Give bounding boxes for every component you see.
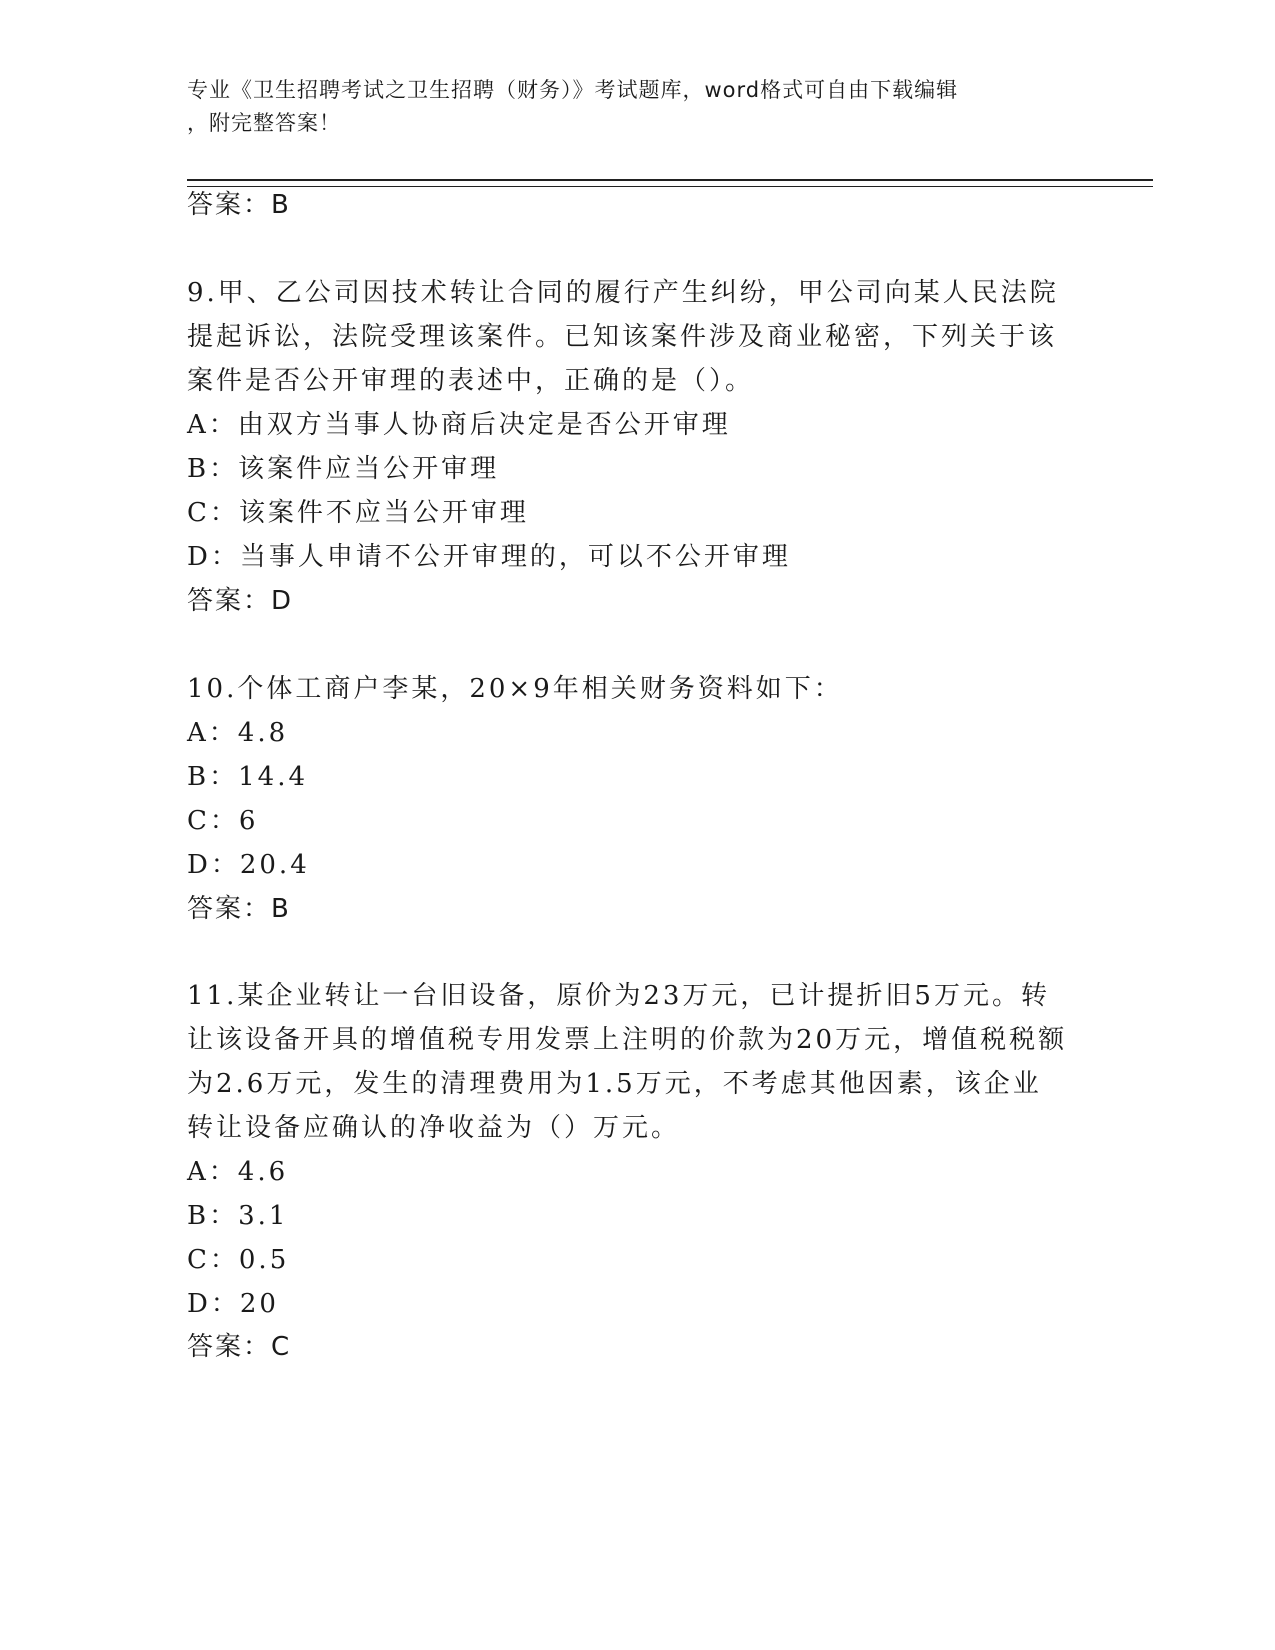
question-10-option-c: C：6 bbox=[187, 806, 259, 836]
question-11-line-2: 让该设备开具的增值税专用发票上注明的价款为20万元，增值税税额 bbox=[187, 1025, 1068, 1055]
answer-q10: 答案：B bbox=[187, 894, 291, 924]
answer-q11: 答案：C bbox=[187, 1332, 292, 1362]
question-11-option-b: B：3.1 bbox=[187, 1201, 289, 1231]
question-9-option-d: D：当事人申请不公开审理的，可以不公开审理 bbox=[187, 542, 791, 572]
answer-q9: 答案：D bbox=[187, 586, 294, 616]
header-line-1: 专业《卫生招聘考试之卫生招聘（财务）》考试题库，word格式可自由下载编辑 bbox=[187, 78, 959, 102]
question-10-option-b: B：14.4 bbox=[187, 762, 308, 792]
question-9-line-1: 9.甲、乙公司因技术转让合同的履行产生纠纷，甲公司向某人民法院 bbox=[187, 278, 1059, 308]
question-10-option-d: D：20.4 bbox=[187, 850, 310, 880]
question-11-line-4: 转让设备应确认的净收益为（）万元。 bbox=[187, 1113, 681, 1143]
question-10-line-1: 10.个体工商户李某，20×9年相关财务资料如下： bbox=[187, 674, 843, 704]
question-9-option-b: B：该案件应当公开审理 bbox=[187, 454, 500, 484]
header-divider bbox=[187, 179, 1153, 187]
document-header bbox=[187, 74, 1087, 140]
question-9-line-2: 提起诉讼，法院受理该案件。已知该案件涉及商业秘密，下列关于该 bbox=[187, 322, 1058, 352]
question-11-line-1: 11.某企业转让一台旧设备，原价为23万元，已计提折旧5万元。转 bbox=[187, 981, 1050, 1011]
question-11-option-c: C：0.5 bbox=[187, 1245, 290, 1275]
question-11-line-3: 为2.6万元，发生的清理费用为1.5万元，不考虑其他因素，该企业 bbox=[187, 1069, 1042, 1099]
question-9-option-c: C：该案件不应当公开审理 bbox=[187, 498, 529, 528]
question-9-line-3: 案件是否公开审理的表述中，正确的是（）。 bbox=[187, 366, 755, 396]
question-9-option-a: A：由双方当事人协商后决定是否公开审理 bbox=[187, 410, 731, 440]
question-10-option-a: A：4.8 bbox=[187, 718, 289, 748]
answer-q8: 答案：B bbox=[187, 190, 291, 220]
header-line-2: ，附完整答案！ bbox=[187, 111, 341, 135]
question-11-option-d: D：20 bbox=[187, 1289, 279, 1319]
question-11-option-a: A：4.6 bbox=[187, 1157, 289, 1187]
